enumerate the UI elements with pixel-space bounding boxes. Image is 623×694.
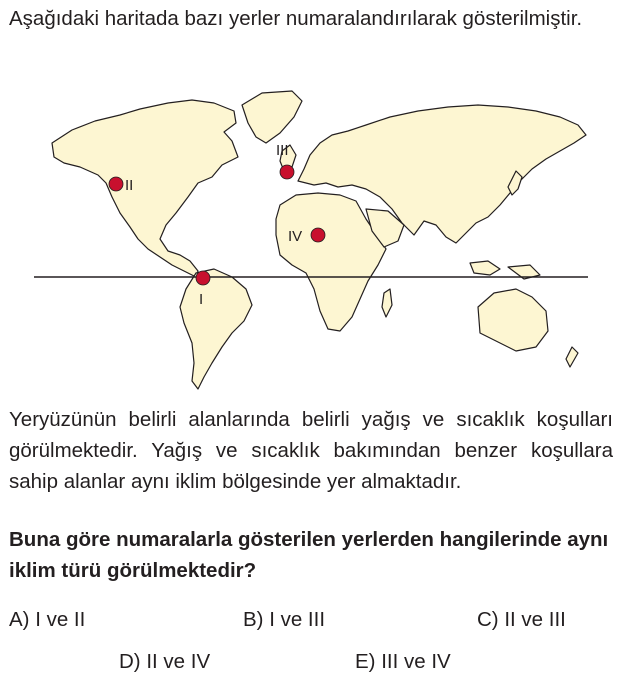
option-b[interactable]: B) I ve III: [243, 608, 326, 631]
world-map: [0, 85, 623, 397]
option-e[interactable]: E) III ve IV: [355, 650, 451, 673]
question-text: Buna göre numaralarla gösterilen yerlerden hangilerinde aynı iklim türü görülmektedir?: [9, 528, 609, 582]
marker-ii: [109, 177, 123, 191]
label-ii: II: [125, 177, 134, 194]
option-c[interactable]: C) II ve III: [477, 608, 566, 631]
new-zealand-landmass: [566, 347, 578, 367]
north-america-landmass: [52, 100, 238, 277]
indonesia-landmass: [470, 261, 500, 275]
south-america-landmass: [180, 269, 252, 389]
marker-iv: [311, 228, 325, 242]
option-d[interactable]: D) II ve IV: [119, 650, 211, 673]
info-paragraph: Yeryüzünün belirli alanlarında belirli yağış ve sıcaklık koşulları görülmektedir. Yağış ve sıcaklık bakımından benzer koşullara sahip alanlar aynı iklim bölgesinde yer almaktadır.: [9, 408, 613, 493]
label-iii: III: [276, 142, 289, 159]
intro-text: Aşağıdaki haritada bazı yerler numaralandırılarak gösterilmiştir.: [9, 7, 583, 30]
marker-iii: [280, 165, 294, 179]
greenland-landmass: [242, 91, 302, 143]
label-i: I: [199, 291, 204, 308]
australia-landmass: [478, 289, 548, 351]
label-iv: IV: [288, 228, 303, 245]
madagascar-landmass: [382, 289, 392, 317]
option-a[interactable]: A) I ve II: [9, 608, 86, 631]
marker-i: [196, 271, 210, 285]
